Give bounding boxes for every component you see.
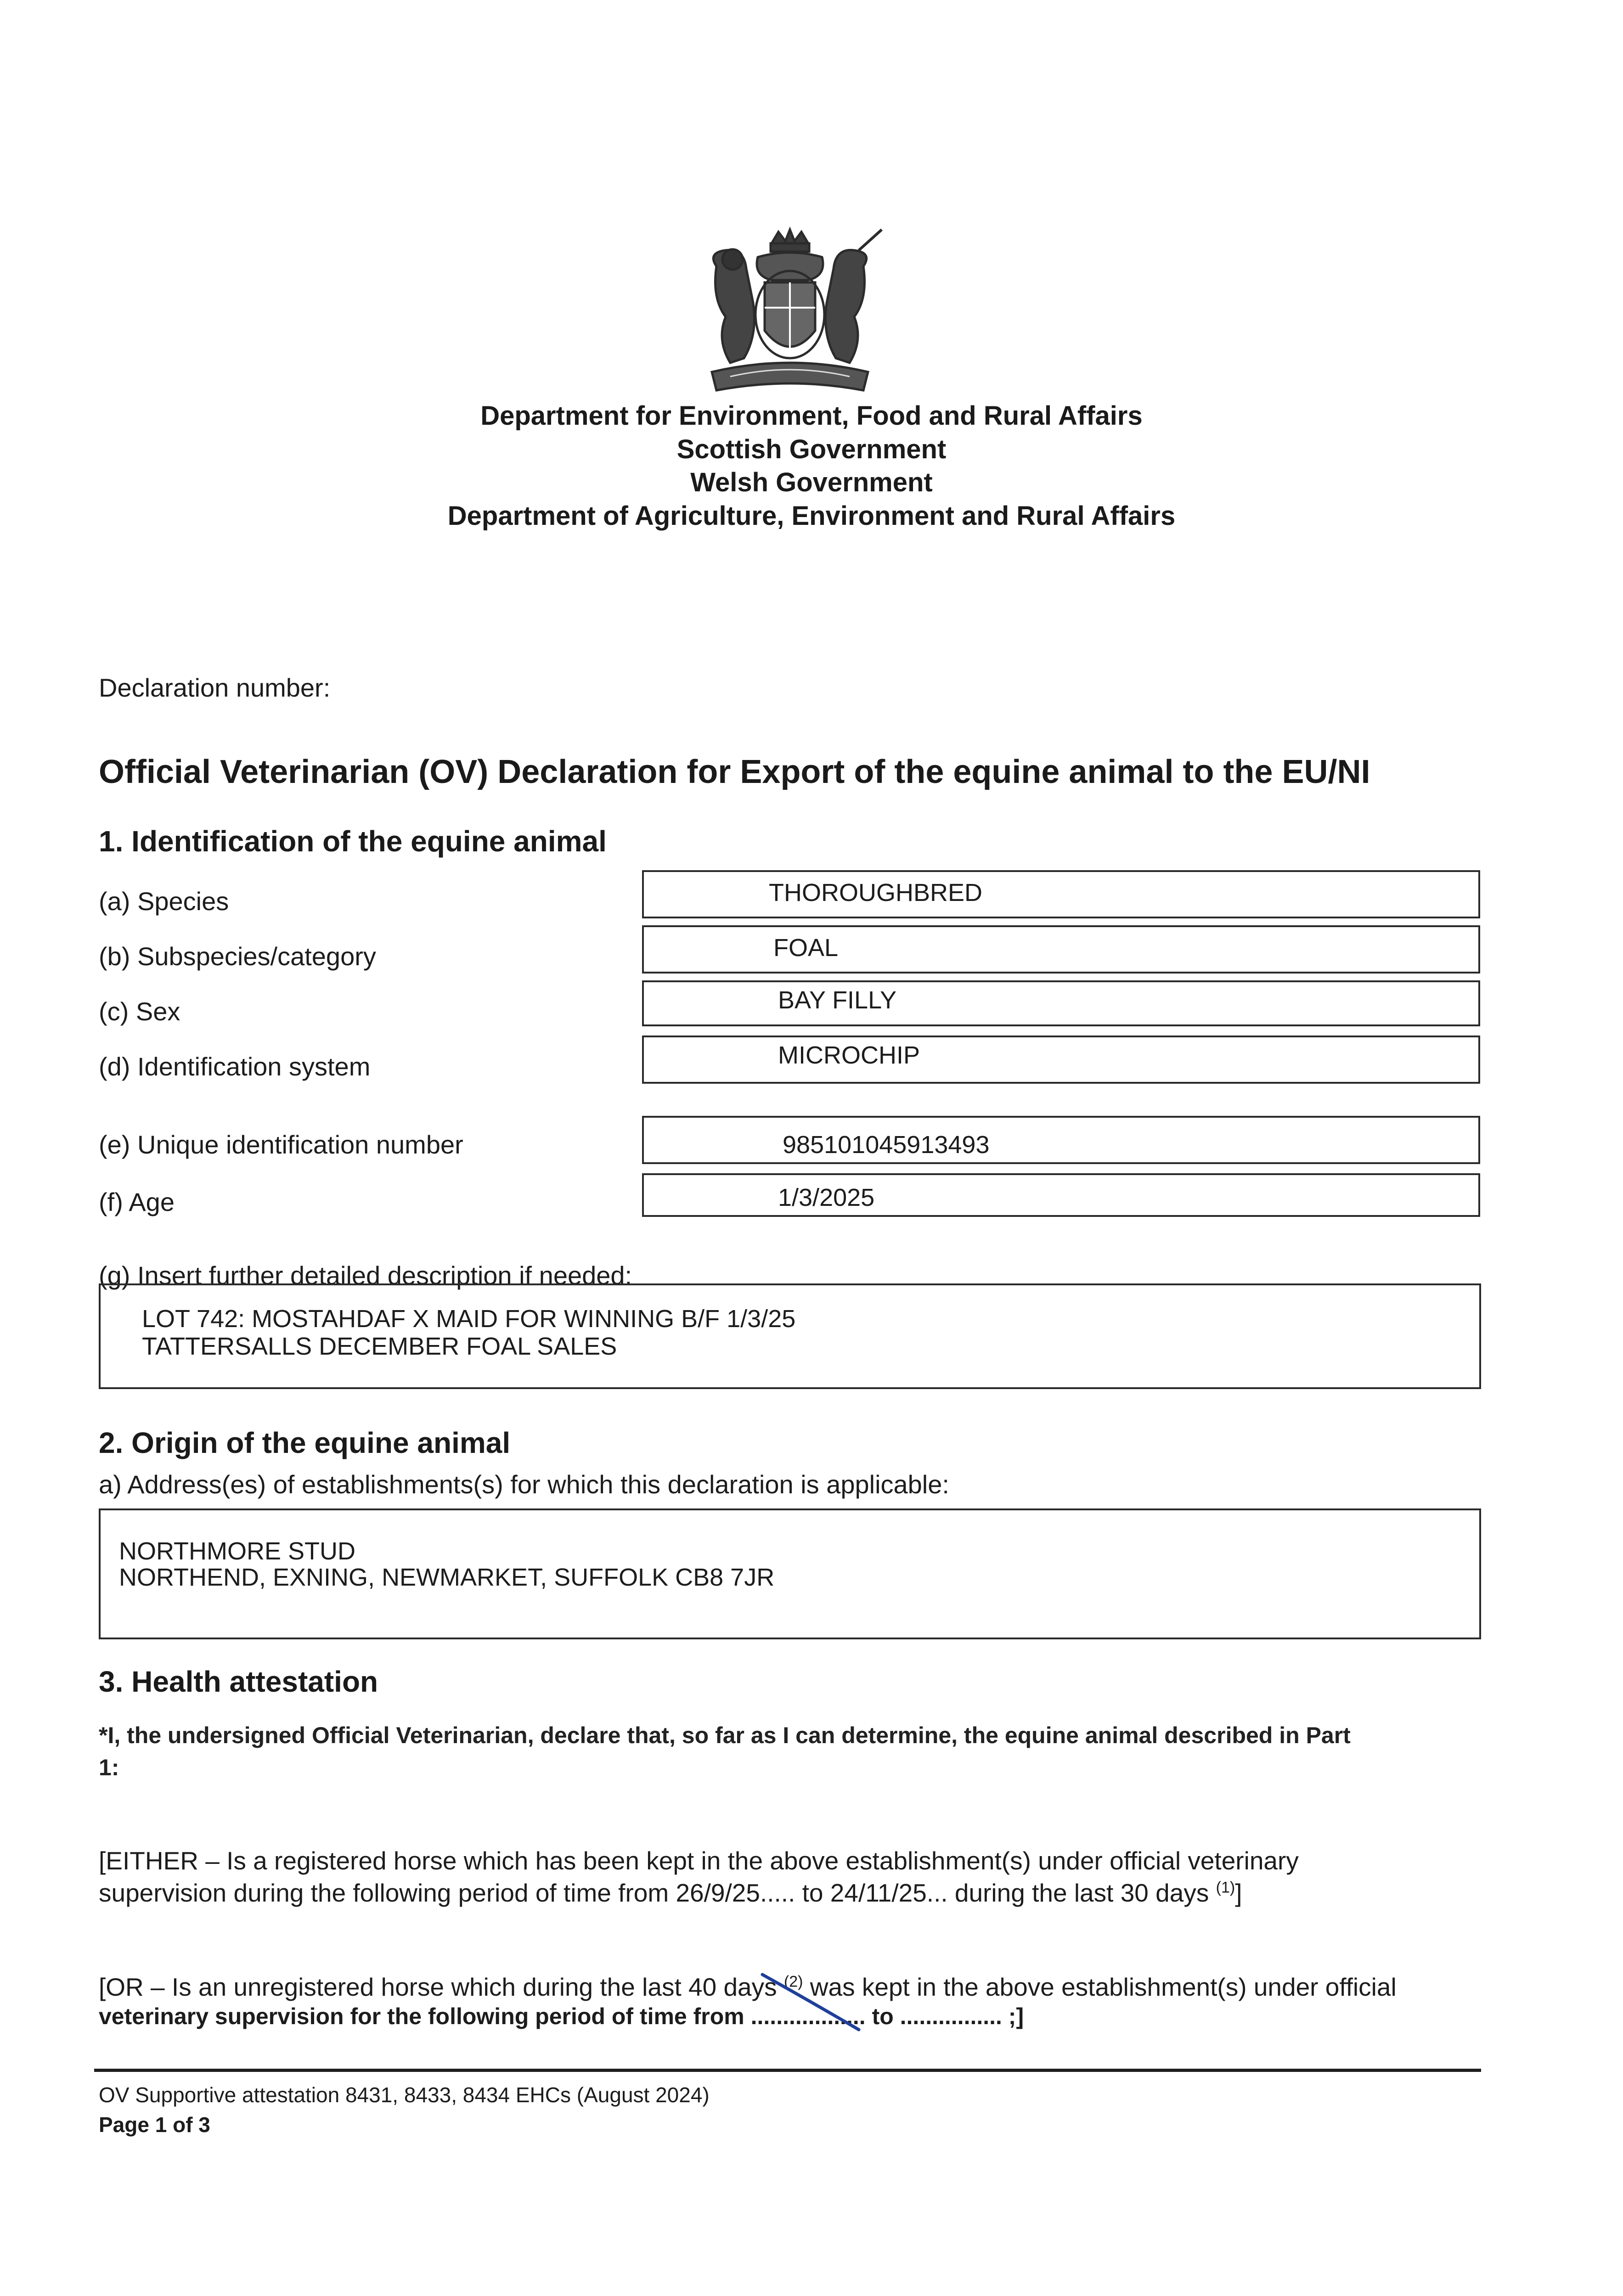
further-description-label: (g) Insert further detailed description if needed:: [99, 1261, 632, 1290]
or-clause-text-b: was kept in the above establishment(s) under official: [803, 1973, 1397, 2001]
address-field: [99, 1508, 1481, 1639]
either-clause-line2: [99, 1878, 1242, 1908]
section2-heading: 2. Origin of the equine animal: [99, 1426, 511, 1459]
header-dept-welsh: Welsh Government: [690, 467, 933, 497]
age-field: [642, 1173, 1480, 1217]
age-label: (f) Age: [99, 1187, 175, 1216]
section1-heading: 1. Identification of the equine animal: [99, 825, 607, 858]
header-dept-scottish: Scottish Government: [676, 434, 947, 464]
footer-attestation-ref: OV Supportive attestation 8431, 8433, 8434 EHCs (August 2024): [99, 2083, 710, 2107]
unique-id-label: (e) Unique identification number: [99, 1130, 463, 1159]
either-clause-line1: [EITHER – Is a registered horse which has been kept in the above establishment(s) under official veterinary: [99, 1846, 1299, 1875]
subspecies-field: [642, 925, 1480, 974]
footer-page-number: Page 1 of 3: [99, 2113, 210, 2137]
unique-id-value: 985101045913493: [783, 1131, 990, 1159]
declaration-number-label: Declaration number:: [99, 673, 331, 702]
either-clause-text: supervision during the following period of time from 26/9/25..... to 24/11/25... during the last 30 days: [99, 1879, 1216, 1907]
footer-divider: [94, 2069, 1481, 2072]
header-dept-defra: Department for Environment, Food and Rural Affairs: [480, 401, 1143, 431]
identification-system-field: [642, 1035, 1480, 1084]
pen-strike-mark: [758, 1970, 868, 2034]
identification-system-label: (d) Identification system: [99, 1052, 371, 1081]
section3-heading: 3. Health attestation: [99, 1665, 378, 1698]
attestation-intro-line2: 1:: [99, 1755, 119, 1780]
sex-value: BAY FILLY: [778, 986, 897, 1014]
or-clause-line2: veterinary supervision for the following period of time from .................. to ................ ;]: [99, 2003, 1024, 2029]
page-title: Official Veterinarian (OV) Declaration for Export of the equine animal to the EU/NI: [99, 754, 1370, 790]
further-description-line1: LOT 742: MOSTAHDAF X MAID FOR WINNING B/F 1/3/25: [142, 1305, 796, 1333]
or-clause-text-a: [OR – Is an unregistered horse which during the last 40 days: [99, 1973, 784, 2001]
attestation-intro-line1: *I, the undersigned Official Veterinarian, declare that, so far as I can determine, the equine animal described in Part: [99, 1722, 1351, 1748]
either-clause-close: ]: [1235, 1879, 1242, 1907]
identification-system-value: MICROCHIP: [778, 1041, 920, 1069]
address-line2: NORTHEND, EXNING, NEWMARKET, SUFFOLK CB8 7JR: [119, 1564, 775, 1591]
age-value: 1/3/2025: [778, 1184, 875, 1211]
either-footnote-ref: (1): [1216, 1879, 1235, 1896]
unique-id-field: [642, 1116, 1480, 1164]
header-dept-daera: Department of Agriculture, Environment and Rural Affairs: [447, 501, 1176, 531]
subspecies-label: (b) Subspecies/category: [99, 942, 376, 971]
sex-field: [642, 980, 1480, 1026]
further-description-line2: TATTERSALLS DECEMBER FOAL SALES: [142, 1333, 617, 1360]
address-line1: NORTHMORE STUD: [119, 1537, 356, 1565]
further-description-field: [99, 1283, 1481, 1389]
sex-label: (c) Sex: [99, 997, 180, 1026]
species-label: (a) Species: [99, 887, 229, 916]
or-clause-line1: [99, 1972, 1397, 2002]
species-field: [642, 870, 1480, 918]
or-footnote-ref: (2): [783, 1973, 803, 1991]
species-value: THOROUGHBRED: [769, 879, 983, 906]
subspecies-value: FOAL: [773, 934, 839, 962]
royal-coat-of-arms-icon: [689, 225, 891, 404]
address-label: a) Address(es) of establishments(s) for which this declaration is applicable:: [99, 1470, 949, 1499]
